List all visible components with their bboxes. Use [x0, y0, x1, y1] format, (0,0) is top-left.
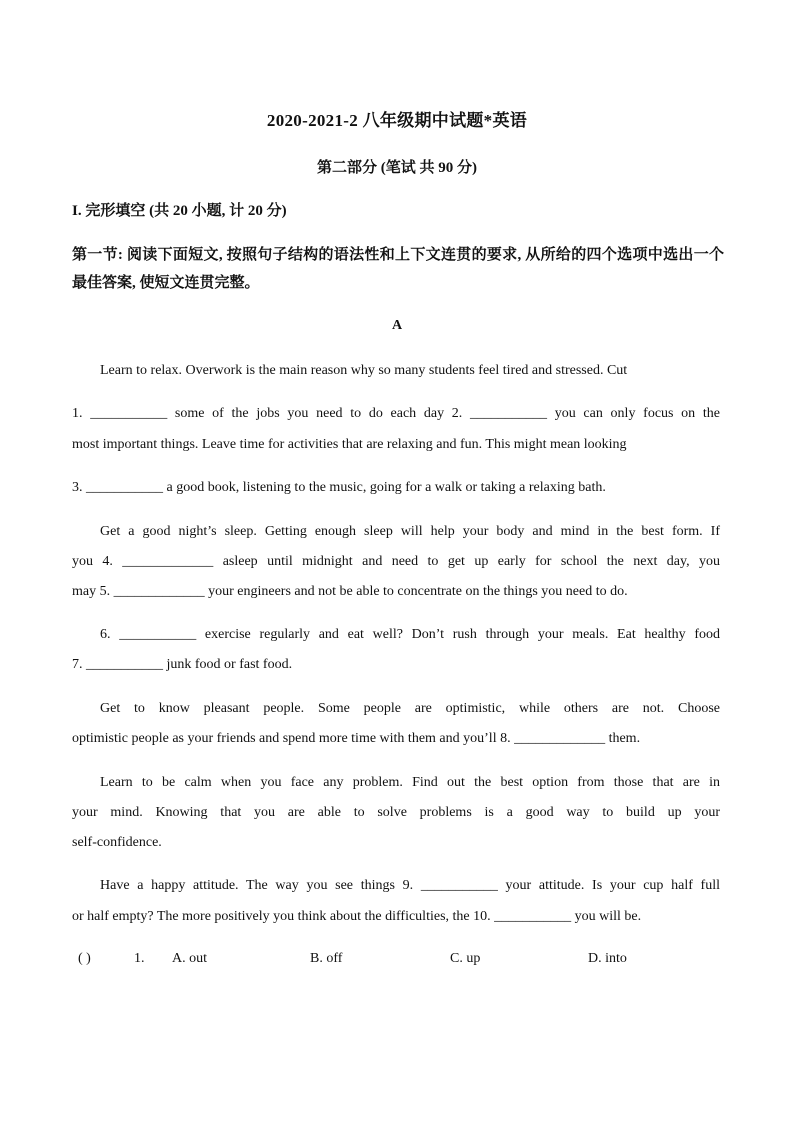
option-c[interactable]: C. up — [450, 951, 481, 966]
question-number: 1. — [134, 951, 145, 966]
passage-line: Have a happy attitude. The way you see things 9. ___________ your attitude. Is your cup half full — [100, 878, 720, 893]
section-instructions: 第一节: 阅读下面短文, 按照句子结构的语法性和上下文连贯的要求, 从所给的四个选项中选出一个最佳答案, 使短文连贯完整。 — [72, 247, 724, 291]
passage-line: your mind. Knowing that you are able to solve problems is a good way to build up your — [72, 805, 720, 820]
answer-blank[interactable]: ( ) — [78, 951, 91, 966]
option-d[interactable]: D. into — [588, 951, 627, 966]
passage-line: Learn to relax. Overwork is the main reason why so many students feel tired and stressed. Cut — [100, 363, 628, 378]
passage-line: 6. ___________ exercise regularly and eat well? Don’t rush through your meals. Eat healthy food — [100, 627, 720, 642]
option-b[interactable]: B. off — [310, 951, 343, 966]
passage-line: 7. ___________ junk food or fast food. — [72, 657, 293, 672]
passage-label: A — [391, 318, 403, 333]
question-row — [78, 951, 718, 971]
section-heading: I. 完形填空 (共 20 小题, 计 20 分) — [72, 203, 287, 219]
passage-line: most important things. Leave time for activities that are relaxing and fun. This might mean looking — [72, 437, 627, 452]
passage-line: 1. ___________ some of the jobs you need to do each day 2. ___________ you can only focus on the — [72, 406, 720, 421]
passage-line: self-confidence. — [72, 835, 162, 850]
part-subtitle: 第二部分 (笔试 共 90 分) — [317, 160, 477, 176]
passage-line: may 5. _____________ your engineers and not be able to concentrate on the things you need to do. — [72, 584, 628, 599]
passage-line: you 4. _____________ asleep until midnight and need to get up early for school the next day, you — [72, 554, 720, 569]
passage-line: optimistic people as your friends and spend more time with them and you’ll 8. _____________ them. — [72, 731, 641, 746]
passage-line: Get a good night’s sleep. Getting enough sleep will help your body and mind in the best form. If — [100, 524, 720, 539]
passage-line: Learn to be calm when you face any problem. Find out the best option from those that are in — [100, 775, 720, 790]
exam-title: 2020-2021-2 八年级期中试题*英语 — [266, 111, 528, 130]
passage-line: Get to know pleasant people. Some people are optimistic, while others are not. Choose — [100, 701, 720, 716]
passage-line: 3. ___________ a good book, listening to the music, going for a walk or taking a relaxing bath. — [72, 480, 606, 495]
passage-line: or half empty? The more positively you think about the difficulties, the 10. ___________ you will be. — [72, 909, 642, 924]
option-a[interactable]: A. out — [172, 951, 207, 966]
